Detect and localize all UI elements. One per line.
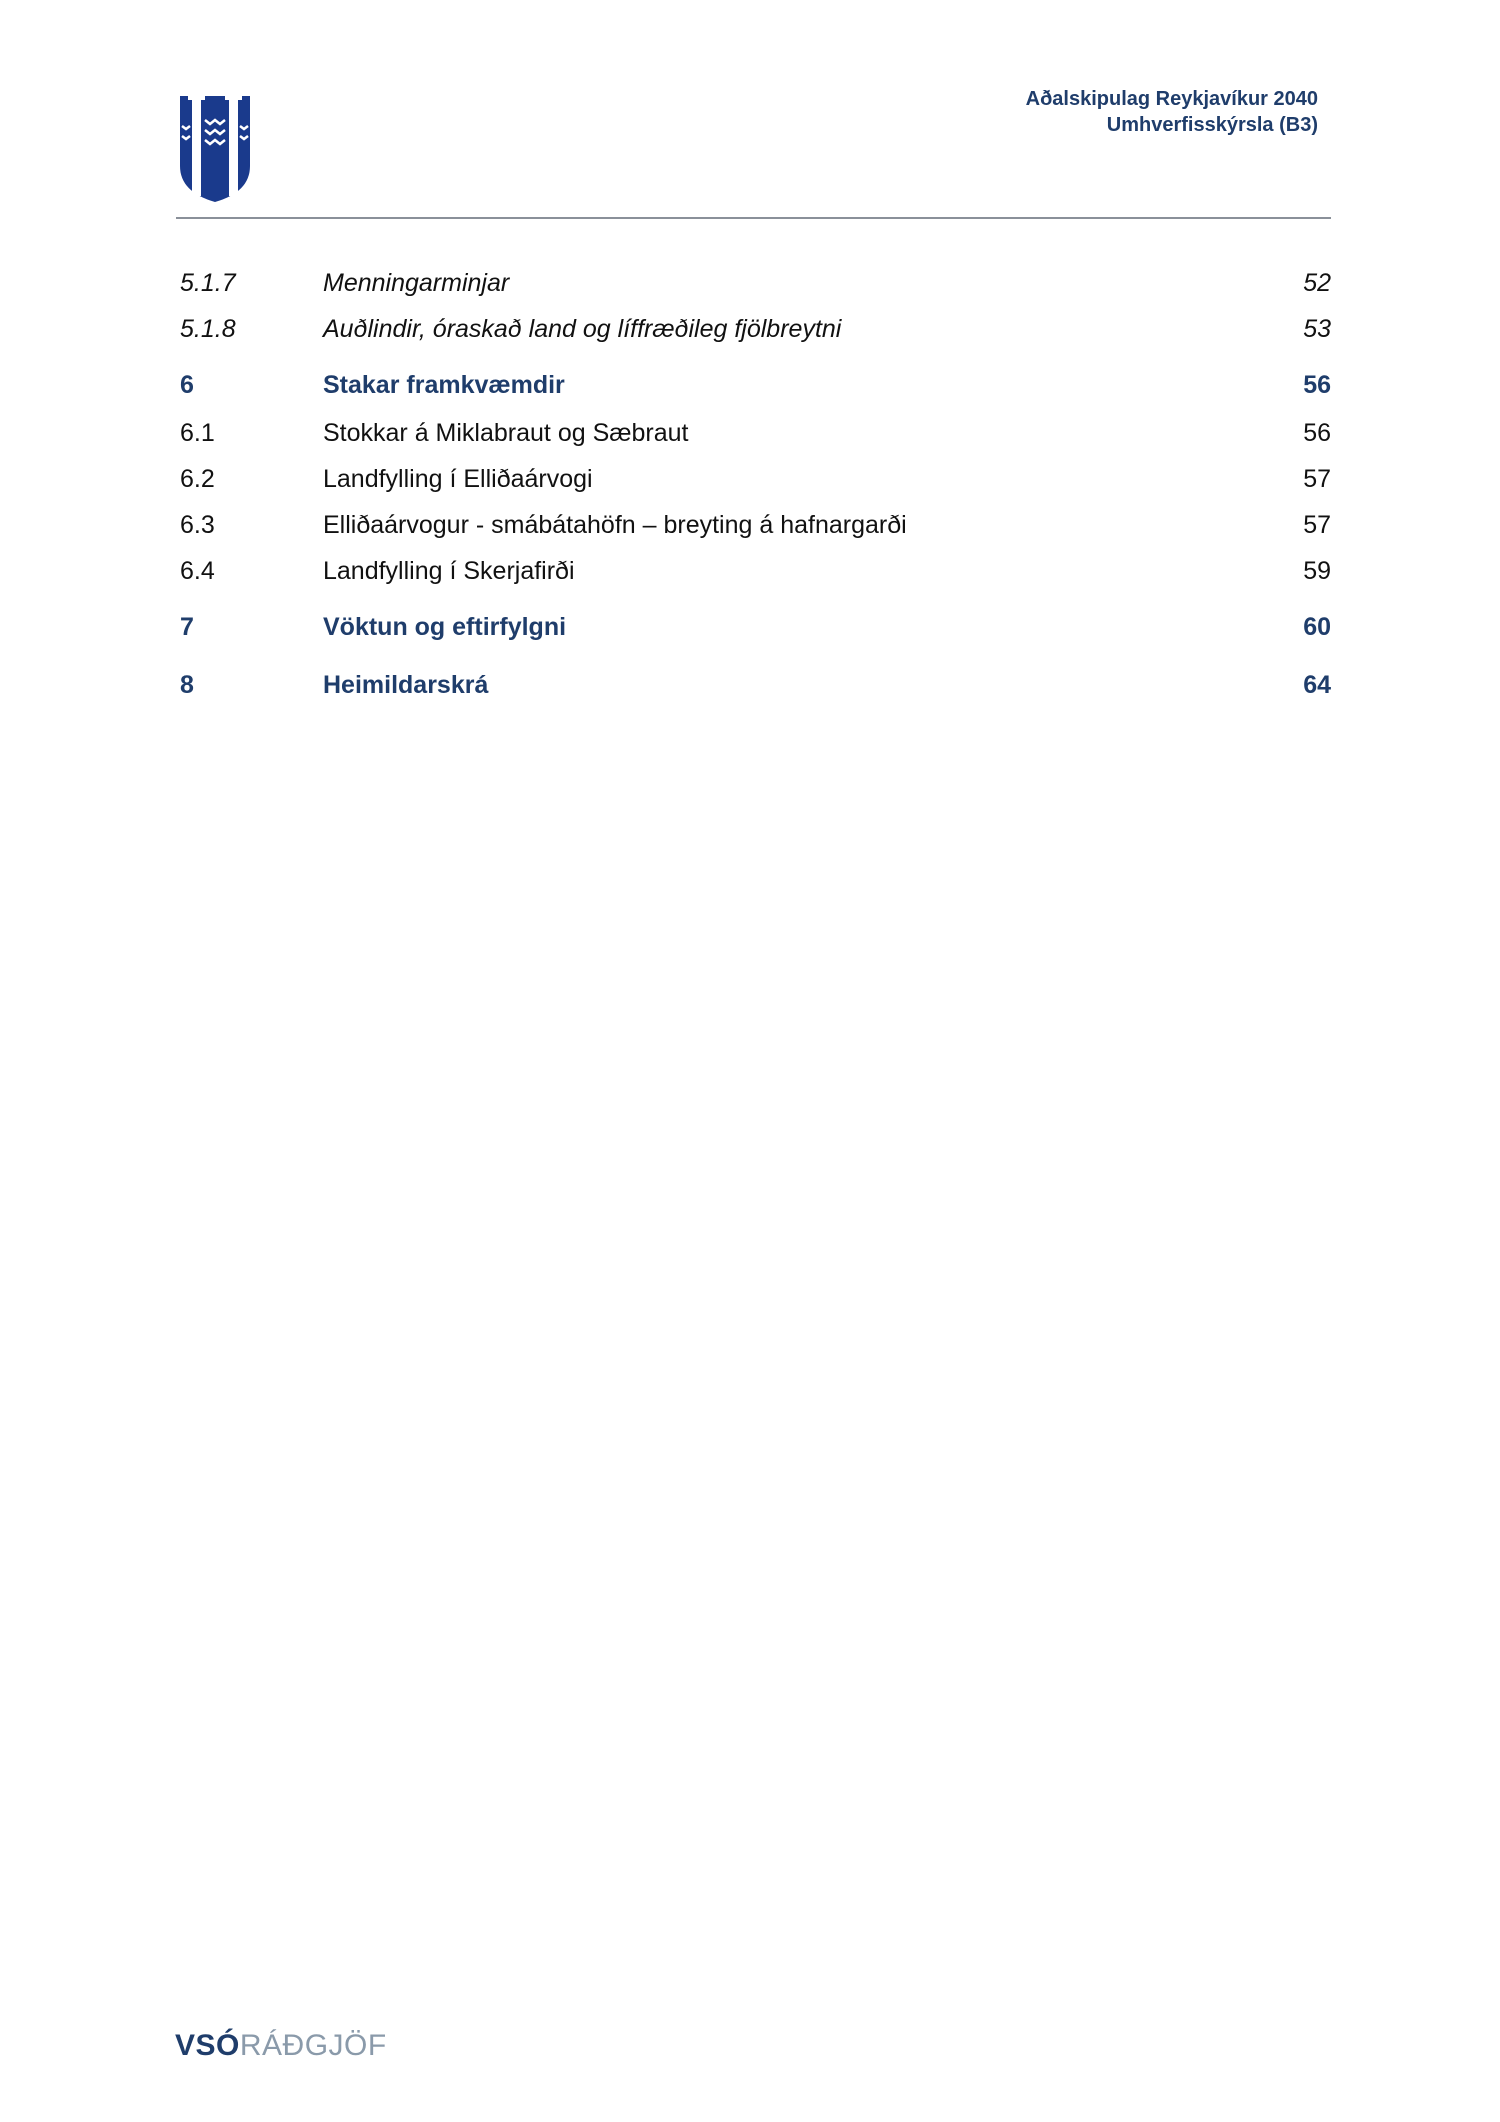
toc-entry-page: 52 — [1303, 269, 1331, 297]
toc-entry-title: Landfylling í Elliðaárvogi — [323, 465, 593, 493]
toc-entry-page: 57 — [1303, 511, 1331, 539]
toc-entry[interactable] — [180, 360, 1331, 410]
toc-entry-num: 7 — [180, 613, 194, 641]
toc-entry-num: 6.3 — [180, 511, 215, 539]
toc-entry-num: 8 — [180, 671, 194, 699]
toc-entry[interactable] — [180, 548, 1331, 594]
toc-entry-title: Vöktun og eftirfylgni — [323, 613, 567, 641]
toc-entry[interactable] — [180, 660, 1331, 710]
toc-entry-title: Stakar framkvæmdir — [323, 371, 565, 399]
toc-entry-page: 56 — [1303, 419, 1331, 447]
reykjavik-crest-icon — [178, 92, 252, 204]
toc-entry[interactable] — [180, 502, 1331, 548]
toc-entry[interactable] — [180, 410, 1331, 456]
logo-light-text: RÁÐGJÖF — [239, 2029, 387, 2062]
toc-entry-num: 6.2 — [180, 465, 215, 493]
toc-entry-title: Heimildarskrá — [323, 671, 489, 699]
vso-logo — [175, 2029, 387, 2063]
toc-entry-page: 64 — [1303, 671, 1331, 699]
toc-entry[interactable] — [180, 602, 1331, 652]
document-subtitle: Umhverfisskýrsla (B3) — [1106, 114, 1318, 136]
toc-entry-num: 5.1.8 — [180, 315, 236, 343]
toc-entry-num: 6.1 — [180, 419, 215, 447]
toc-entry-title: Elliðaárvogur - smábátahöfn – breyting á hafnargarði — [323, 511, 907, 539]
toc-entry-page: 53 — [1303, 315, 1331, 343]
toc-entry[interactable] — [180, 456, 1331, 502]
toc-entry[interactable] — [180, 306, 1331, 352]
toc-entry-page: 59 — [1303, 557, 1331, 585]
table-of-contents — [180, 260, 1331, 710]
document-title: Aðalskipulag Reykjavíkur 2040 — [1025, 88, 1318, 110]
toc-entry-page: 60 — [1303, 613, 1331, 641]
toc-entry-title: Stokkar á Miklabraut og Sæbraut — [323, 419, 689, 447]
header-divider — [176, 217, 1331, 219]
logo-bold-text: VSÓ — [175, 2029, 240, 2062]
toc-entry[interactable] — [180, 260, 1331, 306]
toc-entry-page: 56 — [1303, 371, 1331, 399]
toc-entry-num: 6.4 — [180, 557, 215, 585]
toc-entry-title: Menningarminjar — [323, 269, 510, 297]
document-header — [1026, 86, 1318, 138]
toc-entry-title: Landfylling í Skerjafirði — [323, 557, 575, 585]
toc-entry-num: 5.1.7 — [180, 269, 236, 297]
toc-entry-title: Auðlindir, óraskað land og líffræðileg fjölbreytni — [323, 315, 842, 343]
toc-entry-page: 57 — [1303, 465, 1331, 493]
toc-entry-num: 6 — [180, 371, 194, 399]
